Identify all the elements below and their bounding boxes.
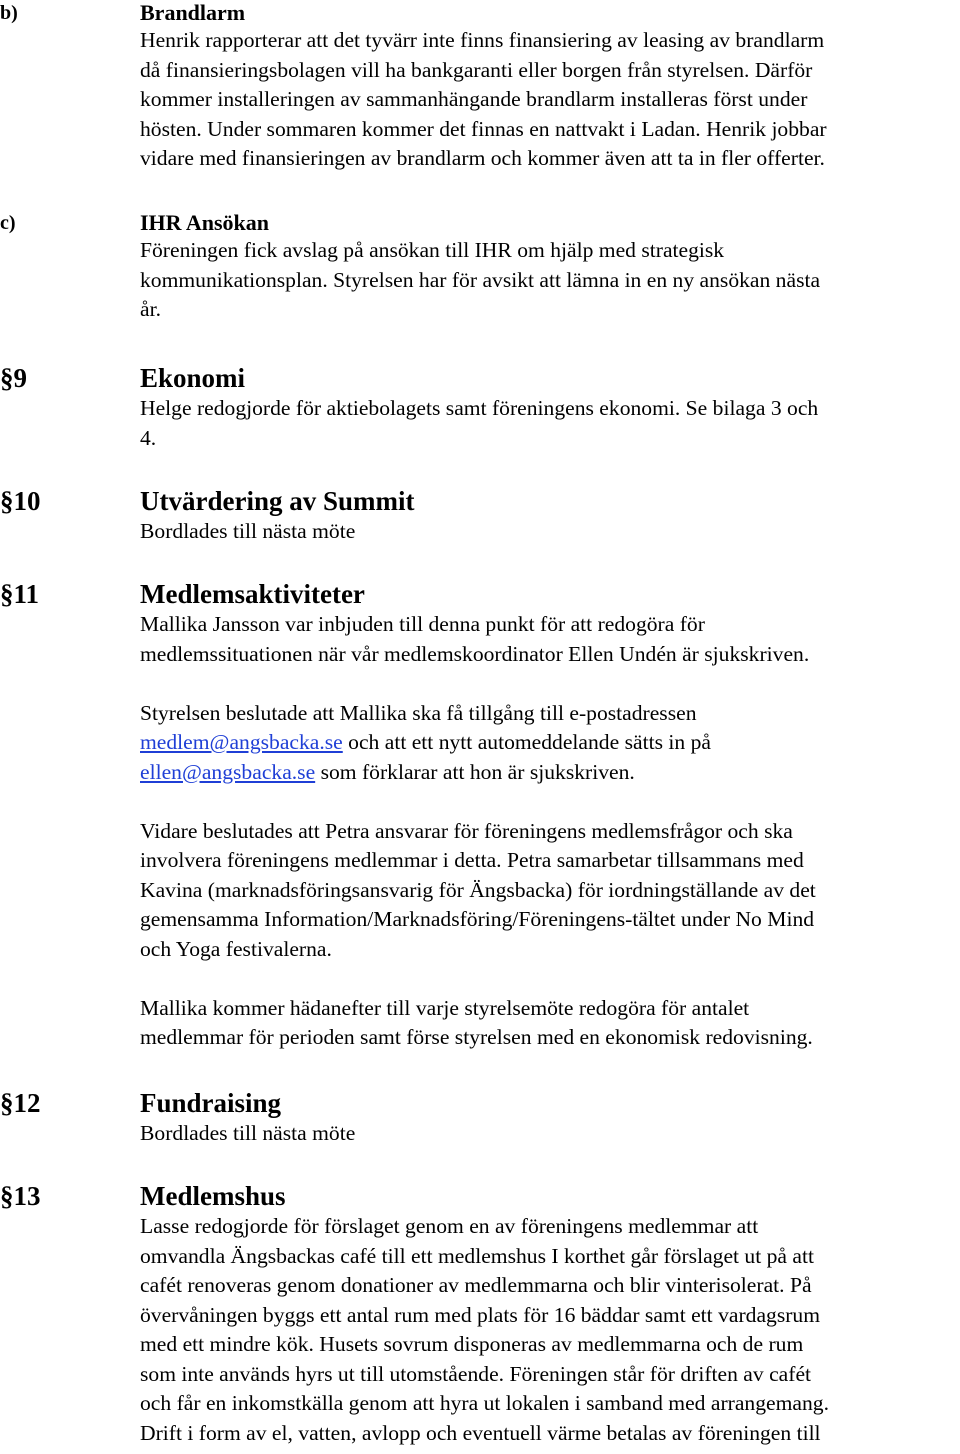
text-line: Kavina (marknadsföringsansvarig för Ängsbacka) för iordningställande av det (140, 877, 816, 902)
email-link-ellen[interactable]: ellen@angsbacka.se (140, 759, 316, 784)
section-content (140, 579, 960, 1053)
section-number: §10 (0, 486, 41, 516)
section-number: b) (0, 2, 18, 24)
text-line: medlemmar för perioden samt förse styrelsen med en ekonomisk redovisning. (140, 1025, 813, 1049)
text-line: medlemssituationen när vår medlemskoordinator Ellen Undén är sjukskriven. (140, 641, 810, 666)
text-line: och Yoga festivalerna. (140, 936, 332, 961)
section-number: §11 (0, 579, 40, 609)
text-line: involvera föreningens medlemmar i detta. Petra samarbetar tillsammans med (140, 848, 804, 872)
text-fragment: som förklarar att hon är sjukskriven. (315, 759, 635, 784)
text-line: Bordlades till nästa möte (140, 519, 356, 543)
paragraph (140, 517, 960, 547)
text-line: Bordlades till nästa möte (140, 1121, 356, 1145)
text-line: då finansieringsbolagen vill ha bankgaranti eller borgen från styrelsen. Därför (140, 57, 813, 82)
text-line: cafét renoveras genom donationer av medlemmarna och blir vinterisolerat. På (140, 1273, 812, 1297)
text-fragment: och att ett nytt automeddelande sätts in på (342, 730, 711, 754)
section-heading: Brandlarm (140, 0, 246, 25)
section-content (140, 210, 960, 325)
paragraph (140, 994, 960, 1053)
text-line: Drift i form av el, vatten, avlopp och eventuell värme betalas av föreningen till (140, 1420, 821, 1445)
text-line: Föreningen fick avslag på ansökan till IHR om hjälp med strategisk (140, 238, 725, 262)
text-line: Helge redogjorde för aktiebolagets samt föreningens ekonomi. Se bilaga 3 och (140, 396, 819, 420)
section-content (140, 1088, 960, 1149)
paragraph (140, 610, 960, 669)
text-line: 4. (140, 425, 157, 450)
text-line: med ett mindre kök. Husets sovrum disponeras av medlemmarna och de rum (140, 1332, 804, 1356)
section-heading: Fundraising (140, 1088, 282, 1118)
text-line: som inte används hyrs ut till utomstående. Föreningen står för driften av cafét (140, 1361, 812, 1386)
section-heading: Utvärdering av Summit (140, 486, 415, 516)
text-line: kommer installeringen av sammanhängande brandlarm installeras först under (140, 87, 808, 111)
text-line: övervåningen byggs ett antal rum med plats för 16 bäddar samt ett vardagsrum (140, 1302, 821, 1327)
text-line: kommunikationsplan. Styrelsen har för avsikt att lämna in en ny ansökan nästa (140, 267, 821, 292)
text-line: Mallika Jansson var inbjuden till denna punkt för att redogöra för (140, 612, 705, 636)
text-line: gemensamma Information/Marknadsföring/Föreningens-tältet under No Mind (140, 907, 815, 931)
text-line: Styrelsen beslutade att Mallika ska få tillgång till e-postadressen (140, 700, 697, 725)
section-heading: IHR Ansökan (140, 210, 270, 235)
paragraph (140, 1119, 960, 1149)
section-heading: Ekonomi (140, 363, 246, 393)
section-content (140, 486, 960, 547)
text-line: och får en inkomstkälla genom att hyra ut lokalen i samband med arrangemang. (140, 1391, 829, 1415)
email-link-medlem[interactable]: medlem@angsbacka.se (140, 730, 343, 754)
section-number: §13 (0, 1181, 41, 1211)
text-line: Mallika kommer hädanefter till varje styrelsemöte redogöra för antalet (140, 995, 750, 1020)
section-content (140, 363, 960, 453)
paragraph (140, 394, 960, 453)
section-number: §9 (0, 363, 27, 393)
text-line: Henrik rapporterar att det tyvärr inte finns finansiering av leasing av brandlarm (140, 28, 825, 52)
paragraph (140, 817, 960, 965)
text-line: hösten. Under sommaren kommer det finnas en nattvakt i Ladan. Henrik jobbar (140, 116, 827, 141)
paragraph (140, 699, 960, 788)
text-line: Lasse redogjorde för förslaget genom en av föreningens medlemmar att (140, 1214, 759, 1238)
text-line: år. (140, 297, 161, 321)
paragraph (140, 26, 960, 174)
section-heading: Medlemsaktiviteter (140, 579, 365, 609)
text-line: Vidare beslutades att Petra ansvarar för föreningens medlemsfrågor och ska (140, 818, 793, 843)
paragraph (140, 1212, 960, 1448)
section-number: c) (0, 212, 16, 234)
text-line: vidare med finansieringen av brandlarm och kommer även att ta in fler offerter. (140, 146, 825, 170)
text-line: omvandla Ängsbackas café till ett medlemshus I korthet går förslaget ut på att (140, 1243, 814, 1268)
section-content (140, 0, 960, 174)
section-heading: Medlemshus (140, 1181, 286, 1211)
section-number: §12 (0, 1088, 41, 1118)
section-content (140, 1181, 960, 1448)
paragraph (140, 236, 960, 325)
